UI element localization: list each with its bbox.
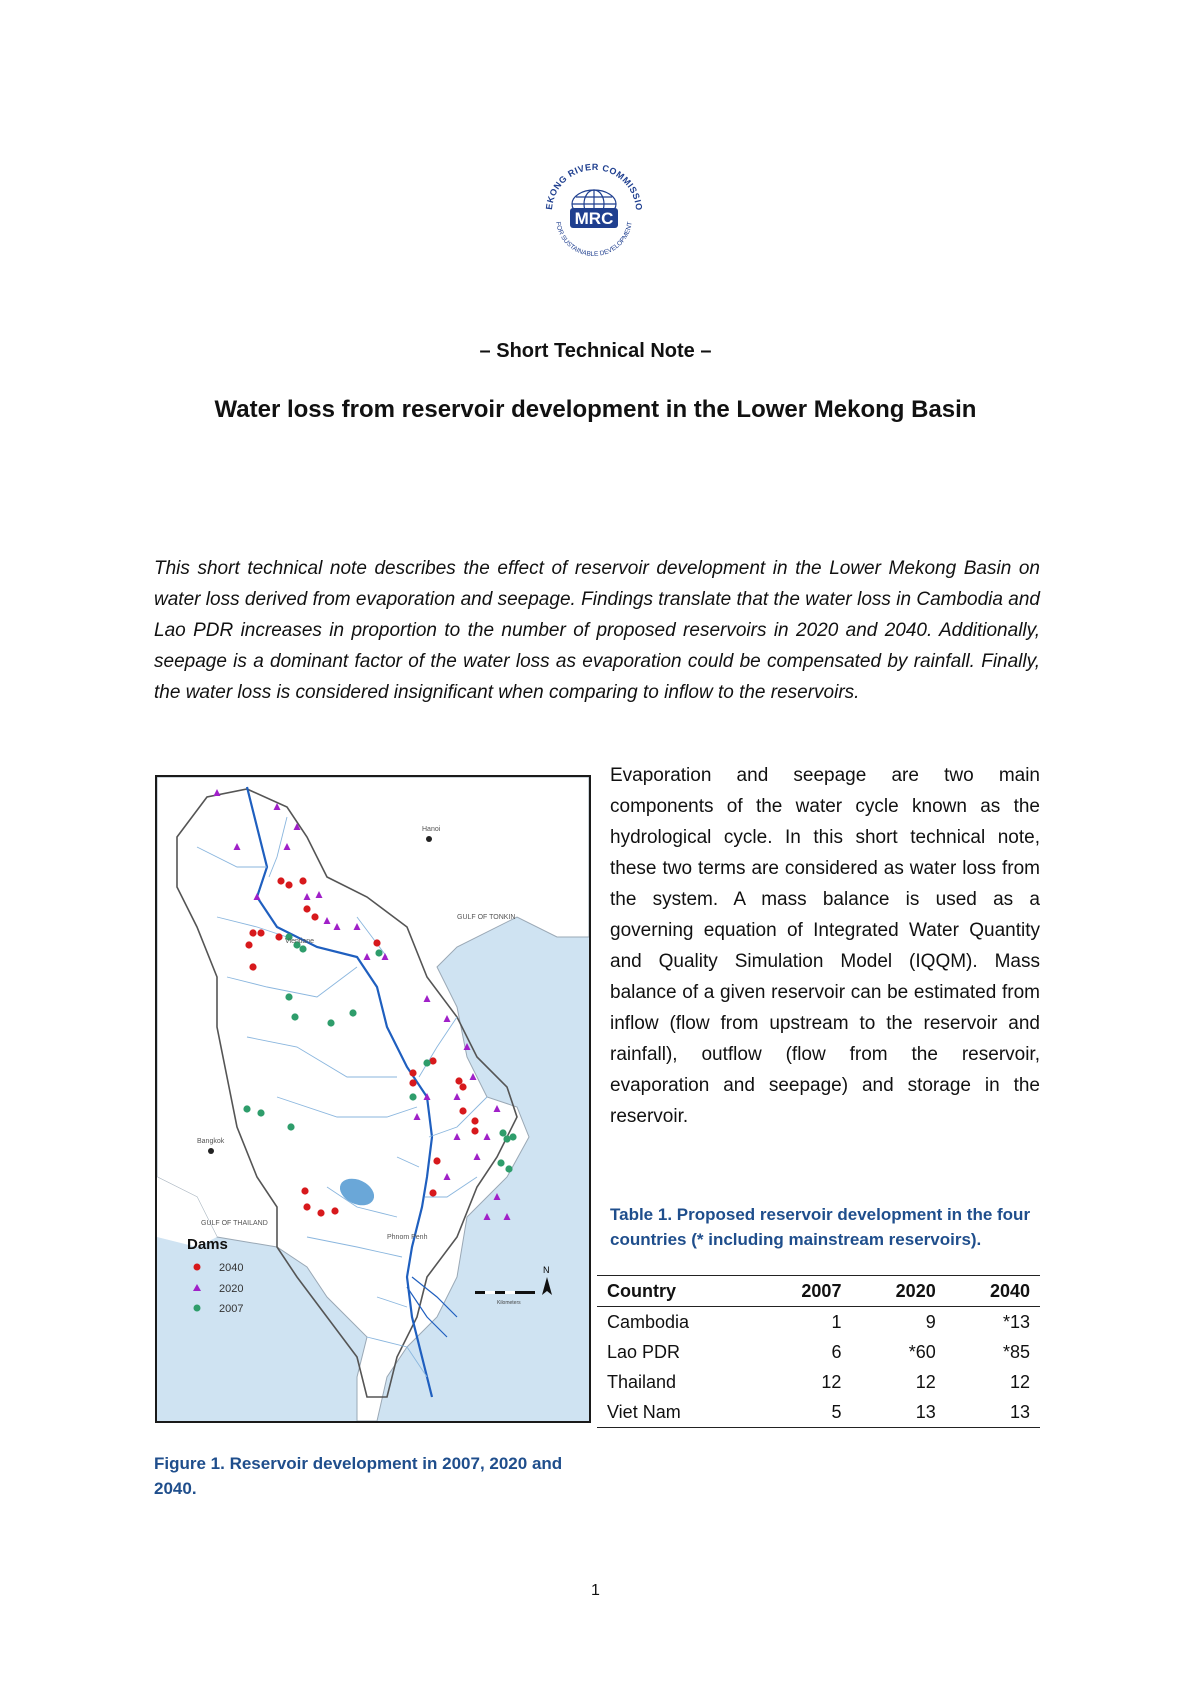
reservoir-marker-2040 (275, 933, 282, 940)
reservoir-marker-2007 (509, 1133, 516, 1140)
reservoir-marker-2040 (301, 1187, 308, 1194)
cell-2020: *60 (908, 1341, 936, 1362)
reservoir-marker-2007 (499, 1129, 506, 1136)
reservoir-marker-2040 (459, 1107, 466, 1114)
reservoir-map-figure (155, 775, 591, 1423)
cell-2007: 5 (757, 1397, 851, 1428)
reservoir-marker-2020 (504, 1213, 511, 1220)
reservoir-marker-2040 (409, 1069, 416, 1076)
reservoir-marker-2040 (249, 929, 256, 936)
reservoir-marker-2040 (429, 1189, 436, 1196)
reservoir-marker-2040 (303, 1203, 310, 1210)
reservoir-marker-2040 (285, 881, 292, 888)
table-row (597, 1337, 1040, 1367)
cell-2040: *85 (1002, 1341, 1030, 1362)
cell-2020: 13 (851, 1397, 945, 1428)
reservoir-marker-2007 (423, 1059, 430, 1066)
cell-2020: 12 (915, 1371, 936, 1392)
figure-caption: Figure 1. Reservoir development in 2007, 2020 and 2040. (154, 1454, 563, 1498)
body-paragraph: Evaporation and seepage are two main components of the water cycle known as the hydrological cycle. In this short technical note, these two terms are considered as water loss from the system. A mass balance is used as a governing equation of Integrated Water Quantity and Quality Simulation Model (IQQM). Mass balance of a given reservoir can be estimated from inflow (flow from upstream to the reservoir and rainfall), outflow (flow from the reservoir, evaporation and seepage) and storage in the reservoir. (610, 765, 1040, 1127)
north-label: N (543, 1265, 550, 1275)
header-2020: 2020 (851, 1276, 945, 1307)
legend-label-2040: 2040 (219, 1262, 244, 1274)
label-hanoi: Hanoi (422, 826, 441, 833)
label-phnom-penh: Phnom Penh (387, 1234, 428, 1241)
cell-2040: *13 (1002, 1311, 1030, 1332)
reservoir-marker-2007 (497, 1159, 504, 1166)
mrc-logo-graphic (540, 158, 648, 266)
cell-country: Viet Nam (597, 1397, 757, 1428)
table-caption: Table 1. Proposed reservoir development in the four countries (* including mainstream reservoirs). (610, 1205, 1031, 1249)
scale-bar (475, 1291, 535, 1306)
mrc-logo (540, 158, 648, 266)
legend-label-2020: 2020 (219, 1283, 244, 1295)
reservoir-marker-2007 (243, 1105, 250, 1112)
reservoir-marker-2007 (327, 1019, 334, 1026)
cell-2007: 6 (831, 1341, 842, 1362)
reservoir-marker-2007 (291, 1013, 298, 1020)
reservoir-marker-2040 (257, 929, 264, 936)
legend-2040-marker (194, 1264, 201, 1271)
table-header-row (597, 1276, 1040, 1307)
north-arrow-icon (542, 1265, 552, 1295)
logo-arc-bottom: FOR SUSTAINABLE DEVELOPMENT (554, 221, 634, 259)
reservoir-marker-2040 (249, 963, 256, 970)
cell-country: Cambodia (607, 1311, 690, 1332)
logo-initials: MRC (574, 209, 614, 228)
scale-unit: Kilometers (497, 1300, 521, 1306)
reservoir-marker-2040 (455, 1077, 462, 1084)
reservoir-marker-2007 (349, 1009, 356, 1016)
map-legend (187, 1236, 243, 1315)
cell-country: Thailand (607, 1371, 677, 1392)
legend-2020-marker (193, 1284, 201, 1291)
header-2040: 2040 (946, 1276, 1040, 1307)
cell-country: Lao PDR (607, 1341, 681, 1362)
reservoir-map (157, 777, 589, 1421)
reservoir-table (597, 1275, 1040, 1428)
reservoir-marker-2007 (299, 945, 306, 952)
reservoir-marker-2040 (471, 1117, 478, 1124)
reservoir-marker-2007 (287, 1123, 294, 1130)
header-country: Country (597, 1276, 757, 1307)
note-type-heading: – Short Technical Note – (479, 340, 712, 362)
table-row (597, 1307, 1040, 1338)
page-title: Water loss from reservoir development in the Lower Mekong Basin (214, 396, 977, 423)
label-gulf-of-tonkin: GULF OF TONKIN (457, 914, 516, 921)
header-2007: 2007 (757, 1276, 851, 1307)
reservoir-marker-2040 (299, 877, 306, 884)
table-row (597, 1397, 1040, 1428)
legend-label-2007: 2007 (219, 1303, 244, 1315)
bangkok-marker (208, 1148, 214, 1154)
reservoir-marker-2040 (331, 1207, 338, 1214)
land-mass (157, 777, 589, 1421)
reservoir-marker-2040 (459, 1083, 466, 1090)
cell-2020: 9 (925, 1311, 936, 1332)
reservoir-marker-2040 (373, 939, 380, 946)
cell-2007: 1 (831, 1311, 842, 1332)
reservoir-marker-2040 (471, 1127, 478, 1134)
reservoir-marker-2020 (494, 1193, 501, 1200)
reservoir-marker-2040 (303, 905, 310, 912)
reservoir-marker-2007 (285, 993, 292, 1000)
reservoir-marker-2040 (311, 913, 318, 920)
reservoir-marker-2040 (317, 1209, 324, 1216)
reservoir-marker-2040 (277, 877, 284, 884)
reservoir-marker-2007 (257, 1109, 264, 1116)
reservoir-marker-2040 (433, 1157, 440, 1164)
cell-2007: 12 (821, 1371, 842, 1392)
reservoir-marker-2040 (245, 941, 252, 948)
hanoi-marker (426, 836, 432, 842)
reservoir-marker-2020 (484, 1213, 491, 1220)
reservoir-marker-2040 (409, 1079, 416, 1086)
logo-arc-top: EKONG RIVER COMMISSIO (543, 161, 645, 212)
reservoir-marker-2007 (409, 1093, 416, 1100)
label-vientiane: Vientiane (285, 938, 315, 945)
cell-2040: 12 (1009, 1371, 1030, 1392)
reservoir-marker-2007 (375, 949, 382, 956)
abstract-paragraph: This short technical note describes the effect of reservoir development in the Lower Mekong Basin on water loss derived from evaporation and seepage. Findings translate that the water loss in Cambodia and Lao PDR increases in proportion to the number of proposed reservoirs in 2020 and 2040. Additionally, seepage is a dominant factor of the water loss as evaporation could be compensated by rainfall. Finally, the water loss is considered insignificant when comparing to inflow to the reservoirs. (154, 558, 1040, 703)
page-number: 1 (591, 1582, 600, 1599)
svg-text:MEKONG RIVER COMMISSION (540, 158, 644, 211)
reservoir-marker-2007 (505, 1165, 512, 1172)
legend-title: Dams (187, 1236, 228, 1253)
label-gulf-of-thailand: GULF OF THAILAND (201, 1220, 268, 1227)
label-bangkok: Bangkok (197, 1138, 225, 1145)
table-row (597, 1367, 1040, 1397)
cell-2040: 13 (946, 1397, 1040, 1428)
legend-2007-marker (194, 1305, 201, 1312)
